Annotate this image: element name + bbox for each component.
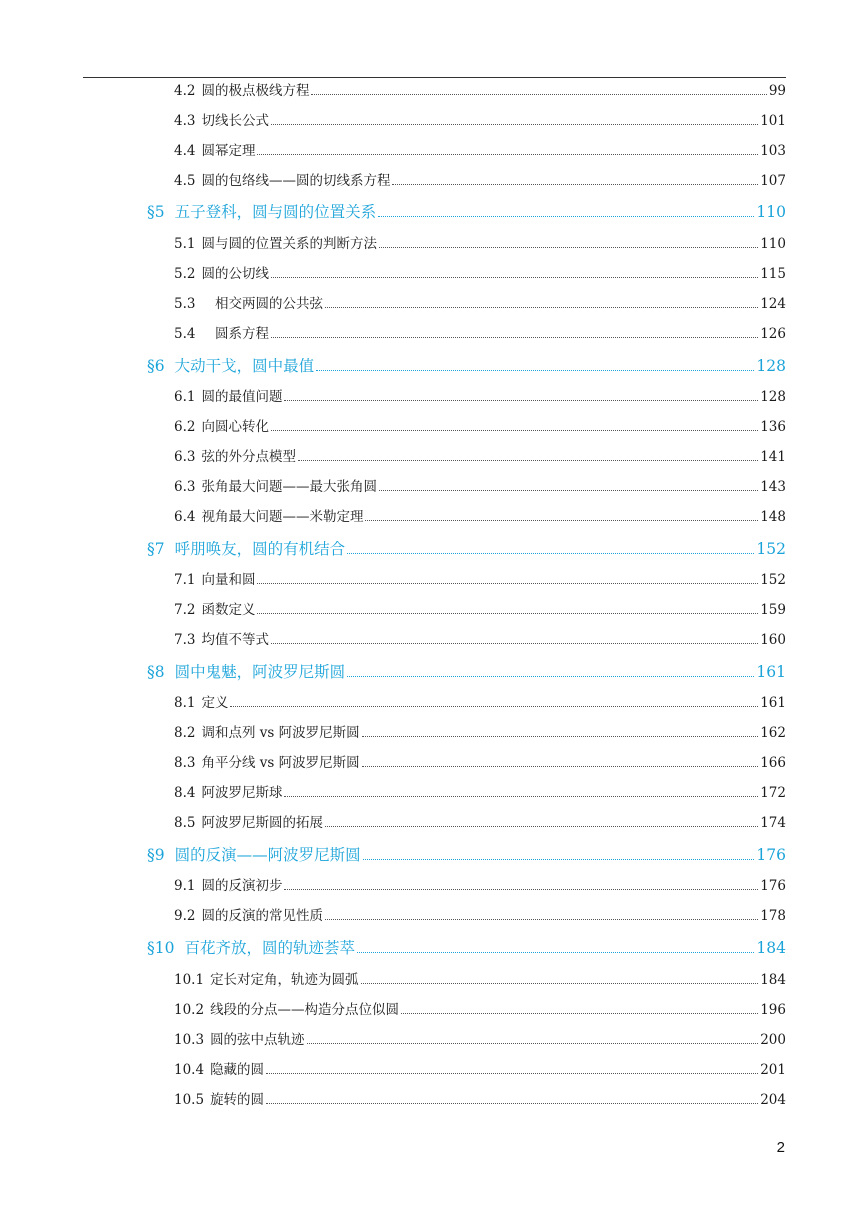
dot-leader	[379, 246, 758, 248]
toc-entry[interactable]	[174, 971, 786, 987]
entry-title: 定义	[201, 694, 229, 711]
entry-page: 201	[760, 1061, 786, 1078]
chapter-number: §10	[147, 938, 175, 957]
entry-page: 178	[760, 907, 786, 924]
entry-title: 圆的反演初步	[201, 877, 283, 894]
dot-leader	[311, 93, 766, 95]
entry-page: 110	[760, 235, 786, 252]
toc-entry[interactable]	[174, 142, 786, 158]
entry-number: 4.5	[174, 172, 196, 189]
entry-page: 136	[760, 418, 786, 435]
entry-number: 10.2	[174, 1001, 205, 1018]
entry-page: 141	[760, 448, 786, 465]
dot-leader	[266, 1102, 758, 1104]
entry-number: 5.4	[174, 325, 196, 342]
entry-title: 圆的极点极线方程	[201, 82, 310, 99]
entry-page: 143	[760, 478, 786, 495]
entry-title: 弦的外分点模型	[201, 448, 296, 465]
entry-title: 调和点列 vs 阿波罗尼斯圆	[201, 724, 360, 741]
entry-number: 6.3	[174, 448, 196, 465]
entry-title: 切线长公式	[201, 112, 269, 129]
entry-page: 115	[760, 265, 786, 282]
chapter-number: §8	[147, 662, 165, 681]
entry-title: 阿波罗尼斯圆的拓展	[201, 814, 323, 831]
entry-page: 126	[760, 325, 786, 342]
chapter-title: 百花齐放，圆的轨迹荟萃	[184, 938, 355, 957]
toc-chapter[interactable]	[147, 356, 786, 374]
entry-title: 阿波罗尼斯球	[201, 784, 283, 801]
entry-number: 8.5	[174, 814, 196, 831]
dot-leader	[347, 552, 754, 554]
dot-leader	[284, 399, 758, 401]
dot-leader	[379, 489, 758, 491]
toc-entry[interactable]	[174, 1031, 786, 1047]
dot-leader	[284, 795, 758, 797]
dot-leader	[257, 582, 758, 584]
toc-chapter[interactable]	[147, 539, 786, 557]
entry-page: 196	[760, 1001, 786, 1018]
entry-title: 圆的公切线	[201, 265, 269, 282]
chapter-number: §9	[147, 845, 165, 864]
dot-leader	[361, 982, 759, 984]
toc-entry[interactable]	[174, 784, 786, 800]
toc-entry[interactable]	[174, 631, 786, 647]
entry-number: 4.4	[174, 142, 196, 159]
dot-leader	[362, 735, 759, 737]
entry-title: 定长对定角，轨迹为圆弧	[210, 971, 359, 988]
toc-entry[interactable]	[174, 235, 786, 251]
toc-entry[interactable]	[174, 448, 786, 464]
entry-title: 圆的弦中点轨迹	[210, 1031, 305, 1048]
toc-entry[interactable]	[174, 1001, 786, 1017]
toc-entry[interactable]	[174, 571, 786, 587]
toc-entry[interactable]	[174, 724, 786, 740]
entry-title: 旋转的圆	[210, 1091, 265, 1108]
toc-entry[interactable]	[174, 814, 786, 830]
dot-leader	[257, 612, 758, 614]
entry-title: 视角最大问题——米勒定理	[201, 508, 364, 525]
entry-title: 函数定义	[201, 601, 256, 618]
dot-leader	[271, 123, 758, 125]
dot-leader	[271, 429, 758, 431]
chapter-page: 176	[756, 845, 786, 864]
dot-leader	[325, 306, 758, 308]
entry-number: 7.1	[174, 571, 196, 588]
dot-leader	[325, 918, 758, 920]
chapter-page: 184	[756, 938, 786, 957]
dot-leader	[357, 951, 754, 953]
entry-title: 圆的最值问题	[201, 388, 283, 405]
chapter-page: 152	[756, 539, 786, 558]
toc-entry[interactable]	[174, 907, 786, 923]
entry-title: 向圆心转化	[201, 418, 269, 435]
entry-page: 148	[760, 508, 786, 525]
toc-entry[interactable]	[174, 754, 786, 770]
entry-title: 圆的反演的常见性质	[201, 907, 323, 924]
entry-number: 6.4	[174, 508, 196, 525]
entry-page: 176	[760, 877, 786, 894]
toc-entry[interactable]	[174, 877, 786, 893]
entry-page: 166	[760, 754, 786, 771]
entry-page: 124	[760, 295, 786, 312]
entry-page: 184	[760, 971, 786, 988]
toc-entry[interactable]	[174, 325, 786, 341]
toc-chapter[interactable]	[147, 202, 786, 220]
dot-leader	[316, 369, 754, 371]
entry-page: 152	[760, 571, 786, 588]
entry-title: 向量和圆	[201, 571, 256, 588]
entry-number: 6.1	[174, 388, 196, 405]
toc-entry[interactable]	[174, 172, 786, 188]
entry-page: 101	[760, 112, 786, 129]
dot-leader	[298, 459, 758, 461]
entry-page: 128	[760, 388, 786, 405]
entry-page: 107	[760, 172, 786, 189]
entry-page: 161	[760, 694, 786, 711]
entry-page: 160	[760, 631, 786, 648]
toc-entry[interactable]	[174, 295, 786, 311]
chapter-title: 圆的反演——阿波罗尼斯圆	[174, 845, 361, 864]
dot-leader	[401, 1012, 758, 1014]
chapter-page: 128	[756, 356, 786, 375]
entry-title: 均值不等式	[201, 631, 269, 648]
toc-chapter[interactable]	[147, 845, 786, 863]
chapter-title: 呼朋唤友，圆的有机结合	[174, 539, 346, 558]
entry-number: 9.2	[174, 907, 196, 924]
chapter-number: §5	[147, 202, 165, 221]
toc-entry[interactable]	[174, 601, 786, 617]
entry-number: 5.2	[174, 265, 196, 282]
entry-number: 7.2	[174, 601, 196, 618]
entry-number: 10.1	[174, 971, 205, 988]
toc-chapter[interactable]	[147, 662, 786, 680]
dot-leader	[271, 336, 758, 338]
toc-entry[interactable]	[174, 694, 786, 710]
toc-entry[interactable]	[174, 112, 786, 128]
entry-page: 103	[760, 142, 786, 159]
toc-entry[interactable]	[174, 1091, 786, 1107]
chapter-number: §6	[147, 356, 165, 375]
toc-entry[interactable]	[174, 388, 786, 404]
entry-number: 8.2	[174, 724, 196, 741]
chapter-title: 圆中鬼魅，阿波罗尼斯圆	[174, 662, 346, 681]
toc-entry[interactable]	[174, 1061, 786, 1077]
chapter-title: 大动干戈，圆中最值	[174, 356, 315, 375]
entry-number: 4.3	[174, 112, 196, 129]
entry-number: 6.3	[174, 478, 196, 495]
dot-leader	[257, 153, 758, 155]
entry-page: 159	[760, 601, 786, 618]
entry-number: 10.4	[174, 1061, 205, 1078]
entry-number: 4.2	[174, 82, 196, 99]
chapter-page: 110	[756, 202, 786, 221]
entry-page: 204	[760, 1091, 786, 1108]
entry-title: 圆系方程	[201, 325, 269, 342]
entry-page: 200	[760, 1031, 786, 1048]
dot-leader	[266, 1072, 758, 1074]
entry-title: 隐藏的圆	[210, 1061, 265, 1078]
dot-leader	[284, 888, 758, 890]
entry-page: 172	[760, 784, 786, 801]
dot-leader	[362, 765, 759, 767]
dot-leader	[363, 858, 755, 860]
dot-leader	[392, 183, 758, 185]
entry-number: 10.3	[174, 1031, 205, 1048]
entry-page: 174	[760, 814, 786, 831]
entry-page: 99	[768, 82, 786, 99]
entry-number: 8.1	[174, 694, 196, 711]
entry-title: 圆的包络线——圆的切线系方程	[201, 172, 391, 189]
header-rule	[83, 77, 786, 78]
entry-title: 张角最大问题——最大张角圆	[201, 478, 377, 495]
dot-leader	[271, 276, 758, 278]
entry-number: 8.4	[174, 784, 196, 801]
entry-title: 角平分线 vs 阿波罗尼斯圆	[201, 754, 360, 771]
toc-entry[interactable]	[174, 418, 786, 434]
entry-number: 5.3	[174, 295, 196, 312]
chapter-page: 161	[756, 662, 786, 681]
entry-title: 线段的分点——构造分点位似圆	[210, 1001, 400, 1018]
entry-title: 圆幂定理	[201, 142, 256, 159]
chapter-title: 五子登科，圆与圆的位置关系	[174, 202, 377, 221]
entry-number: 10.5	[174, 1091, 205, 1108]
dot-leader	[307, 1042, 759, 1044]
page-number: 2	[776, 1139, 785, 1156]
entry-page: 162	[760, 724, 786, 741]
toc-entry[interactable]	[174, 478, 786, 494]
entry-title: 圆与圆的位置关系的判断方法	[201, 235, 377, 252]
dot-leader	[365, 519, 758, 521]
dot-leader	[347, 675, 754, 677]
dot-leader	[325, 825, 758, 827]
entry-number: 7.3	[174, 631, 196, 648]
chapter-number: §7	[147, 539, 165, 558]
entry-number: 6.2	[174, 418, 196, 435]
toc-entry[interactable]	[174, 82, 786, 98]
dot-leader	[378, 215, 754, 217]
entry-title: 相交两圆的公共弦	[201, 295, 323, 312]
toc-chapter[interactable]	[147, 938, 786, 956]
dot-leader	[230, 705, 758, 707]
entry-number: 9.1	[174, 877, 196, 894]
toc-entry[interactable]	[174, 265, 786, 281]
entry-number: 8.3	[174, 754, 196, 771]
dot-leader	[271, 642, 758, 644]
entry-number: 5.1	[174, 235, 196, 252]
toc-entry[interactable]	[174, 508, 786, 524]
